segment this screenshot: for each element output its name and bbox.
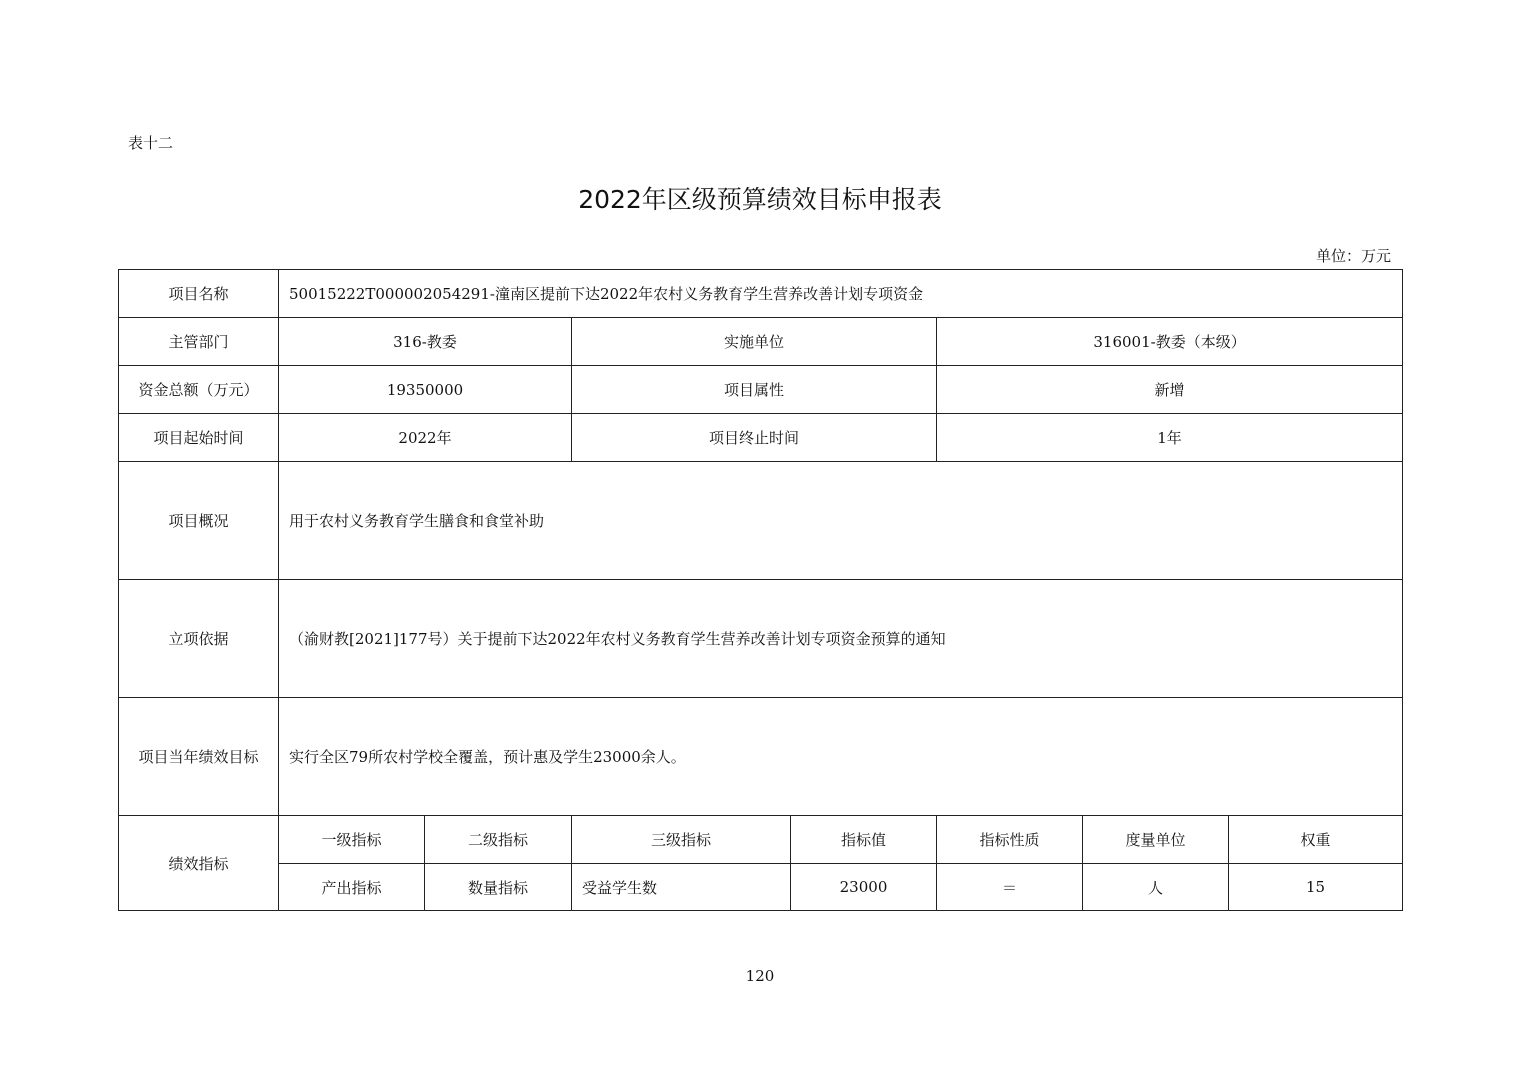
indicator-header: 指标值 [791, 816, 937, 864]
indicator-header: 二级指标 [425, 816, 572, 864]
start-time-label: 项目起始时间 [119, 414, 279, 462]
table-row [119, 462, 1403, 580]
table-row [119, 270, 1403, 318]
overview-label: 项目概况 [119, 462, 279, 580]
indicator-cell: 15 [1229, 864, 1403, 911]
table-row [119, 698, 1403, 816]
indicator-row [119, 864, 1403, 911]
indicator-header: 指标性质 [937, 816, 1083, 864]
indicator-header-row [119, 816, 1403, 864]
funds-label: 资金总额（万元） [119, 366, 279, 414]
performance-target-table [118, 269, 1403, 911]
overview-value: 用于农村义务教育学生膳食和食堂补助 [279, 462, 1403, 580]
table-row [119, 580, 1403, 698]
end-time-value: 1年 [937, 414, 1403, 462]
indicator-header: 度量单位 [1083, 816, 1229, 864]
project-attr-label: 项目属性 [572, 366, 937, 414]
funds-value: 19350000 [279, 366, 572, 414]
page-number: 120 [745, 967, 775, 985]
basis-value: （渝财教[2021]177号）关于提前下达2022年农村义务教育学生营养改善计划专项资金预算的通知 [279, 580, 1403, 698]
table-label: 表十二 [128, 134, 174, 152]
unit-label: 单位：万元 [1315, 247, 1391, 265]
dept-value: 316-教委 [279, 318, 572, 366]
indicator-header: 一级指标 [279, 816, 425, 864]
start-time-value: 2022年 [279, 414, 572, 462]
table-row [119, 366, 1403, 414]
indicator-header: 三级指标 [572, 816, 791, 864]
project-attr-value: 新增 [937, 366, 1403, 414]
dept-label: 主管部门 [119, 318, 279, 366]
indicator-cell: ＝ [937, 864, 1083, 911]
table-row [119, 318, 1403, 366]
end-time-label: 项目终止时间 [572, 414, 937, 462]
annual-goal-value: 实行全区79所农村学校全覆盖，预计惠及学生23000余人。 [279, 698, 1403, 816]
indicators-label: 绩效指标 [119, 816, 279, 911]
impl-unit-label: 实施单位 [572, 318, 937, 366]
indicator-cell: 受益学生数 [572, 864, 791, 911]
table-row [119, 414, 1403, 462]
document-title: 2022年区级预算绩效目标申报表 [578, 185, 942, 214]
indicator-cell: 产出指标 [279, 864, 425, 911]
project-name-value: 50015222T000002054291-潼南区提前下达2022年农村义务教育学生营养改善计划专项资金 [279, 270, 1403, 318]
indicator-cell: 人 [1083, 864, 1229, 911]
indicator-header: 权重 [1229, 816, 1403, 864]
impl-unit-value: 316001-教委（本级） [937, 318, 1403, 366]
project-name-label: 项目名称 [119, 270, 279, 318]
annual-goal-label: 项目当年绩效目标 [119, 698, 279, 816]
basis-label: 立项依据 [119, 580, 279, 698]
indicator-cell: 23000 [791, 864, 937, 911]
indicator-cell: 数量指标 [425, 864, 572, 911]
